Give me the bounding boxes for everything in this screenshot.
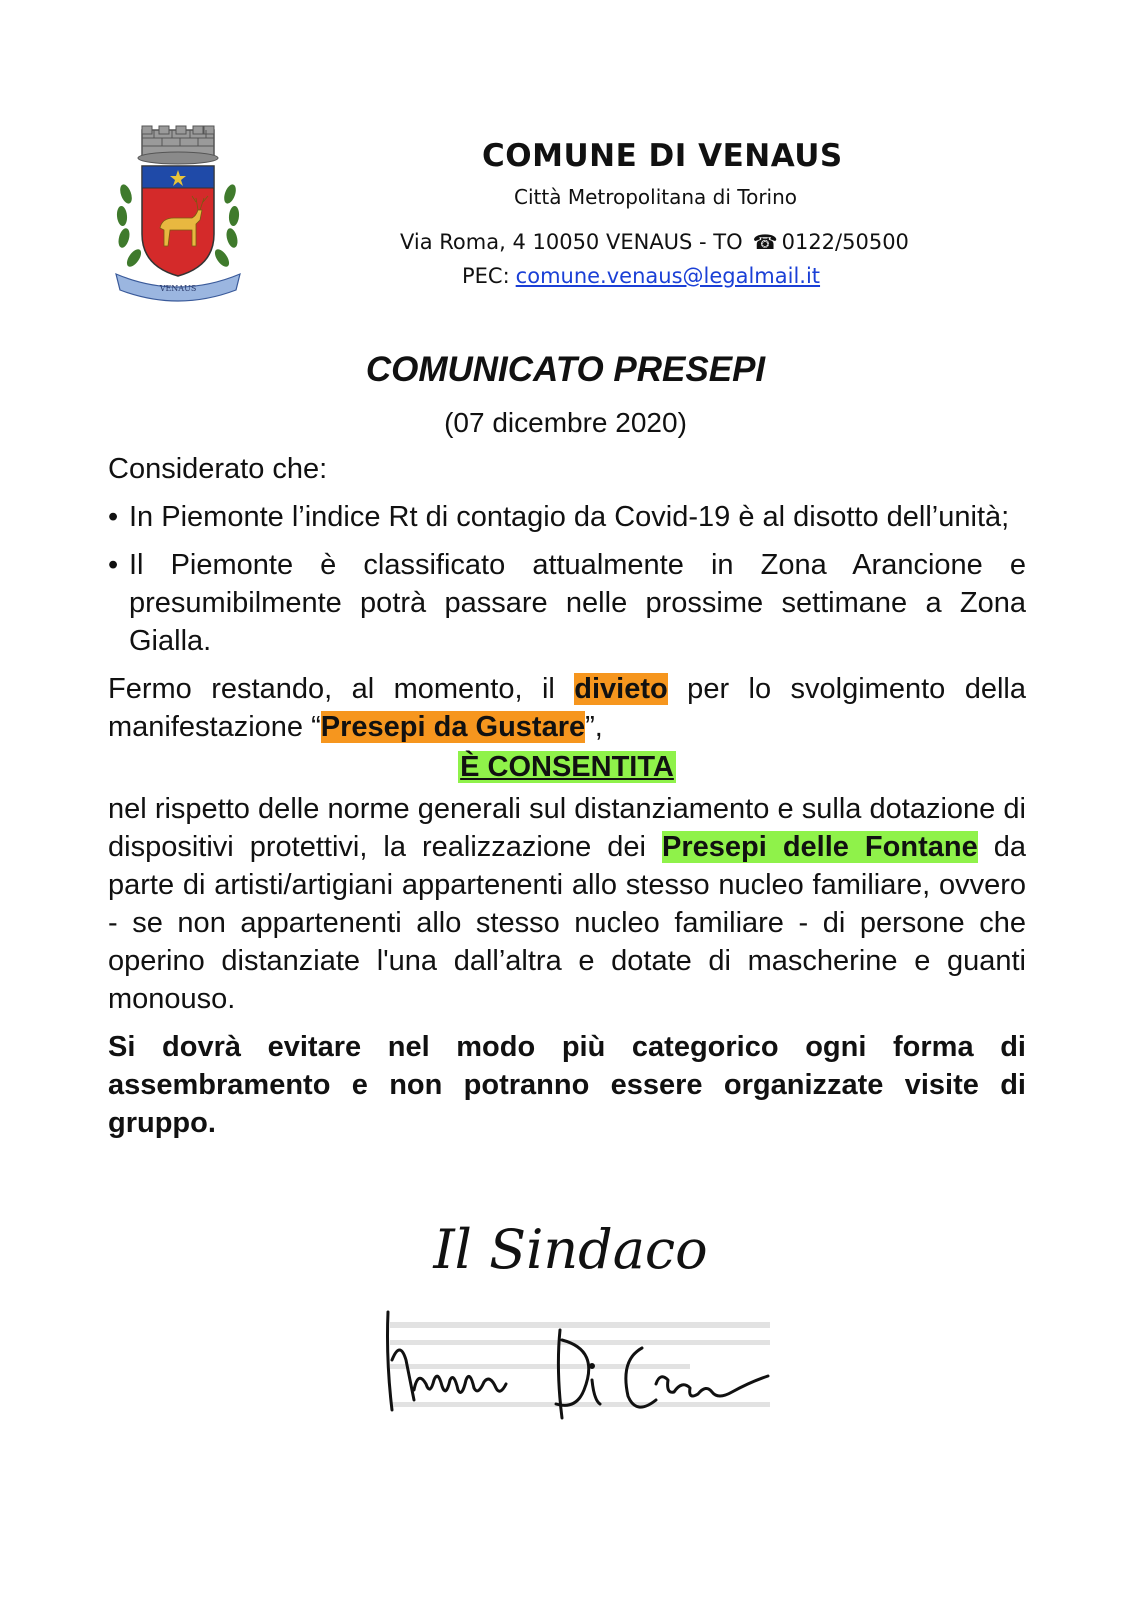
document-date: (07 dicembre 2020): [444, 407, 687, 438]
municipality-subtitle: Città Metropolitana di Torino: [514, 185, 798, 209]
bullet-text: Il Piemonte è classificato attualmente in Zona Arancione e presumibilmente potrà passare nelle prossime settimane a Zona Gialla.: [129, 549, 1026, 657]
sindaco-title: Il Sindaco: [433, 1218, 708, 1281]
bullet-dot-icon: •: [108, 549, 119, 581]
highlight-divieto: divieto: [574, 673, 668, 705]
handwritten-signature: [370, 1300, 790, 1440]
bullet-item: [108, 546, 1026, 660]
municipality-name: COMUNE DI VENAUS: [482, 138, 843, 174]
intro-text: Considerato che:: [108, 453, 328, 485]
fermo-text-3: ”,: [585, 711, 603, 743]
bullet-text: In Piemonte l’indice Rt di contagio da Covid-19 è al disotto dell’unità;: [129, 501, 1010, 533]
pec-label: PEC:: [462, 264, 510, 288]
crest-ribbon-text: VENAUS: [159, 284, 197, 293]
highlight-consentita: È CONSENTITA: [460, 751, 674, 783]
rispetto-text-1: nel rispetto delle norme generali sul distanziamento e sulla dotazione di dispositivi protettivi, la realizzazione dei: [108, 793, 1026, 863]
rispetto-paragraph: [108, 790, 1026, 1018]
bullet-dot-icon: •: [108, 501, 119, 533]
municipality-address: [400, 230, 909, 254]
bullet-item: [108, 498, 1026, 536]
phone-icon: ☎: [752, 230, 778, 254]
pec-line: [462, 264, 820, 288]
fermo-text-2: per lo svolgimento della manifestazione “: [108, 673, 1026, 743]
document-body: [108, 450, 1026, 1142]
warning-paragraph: Si dovrà evitare nel modo più categorico ogni forma di assembramento e non potranno essere organizzate visite di gruppo.: [108, 1031, 1026, 1139]
consentita-line: [108, 748, 1026, 786]
fermo-paragraph: [108, 670, 1026, 746]
pec-email-link[interactable]: comune.venaus@legalmail.it: [515, 264, 821, 288]
fermo-text-1: Fermo restando, al momento, il: [108, 673, 575, 705]
address-text: Via Roma, 4 10050 VENAUS - TO: [400, 230, 743, 254]
rispetto-text-2: da parte di artisti/artigiani appartenenti allo stesso nucleo familiare, ovvero - se non appartenenti allo stesso nucleo familiare - di persone che operino distanziate l'una dall’altra e dotate di mascherine e guanti monouso.: [108, 831, 1026, 1015]
document-title: COMUNICATO PRESEPI: [365, 350, 766, 389]
coat-of-arms-icon: [112, 124, 244, 302]
phone-number: 0122/50500: [781, 230, 909, 254]
highlight-presepi-gustare: Presepi da Gustare: [320, 711, 586, 743]
highlight-presepi-fontane: Presepi delle Fontane: [662, 831, 978, 863]
